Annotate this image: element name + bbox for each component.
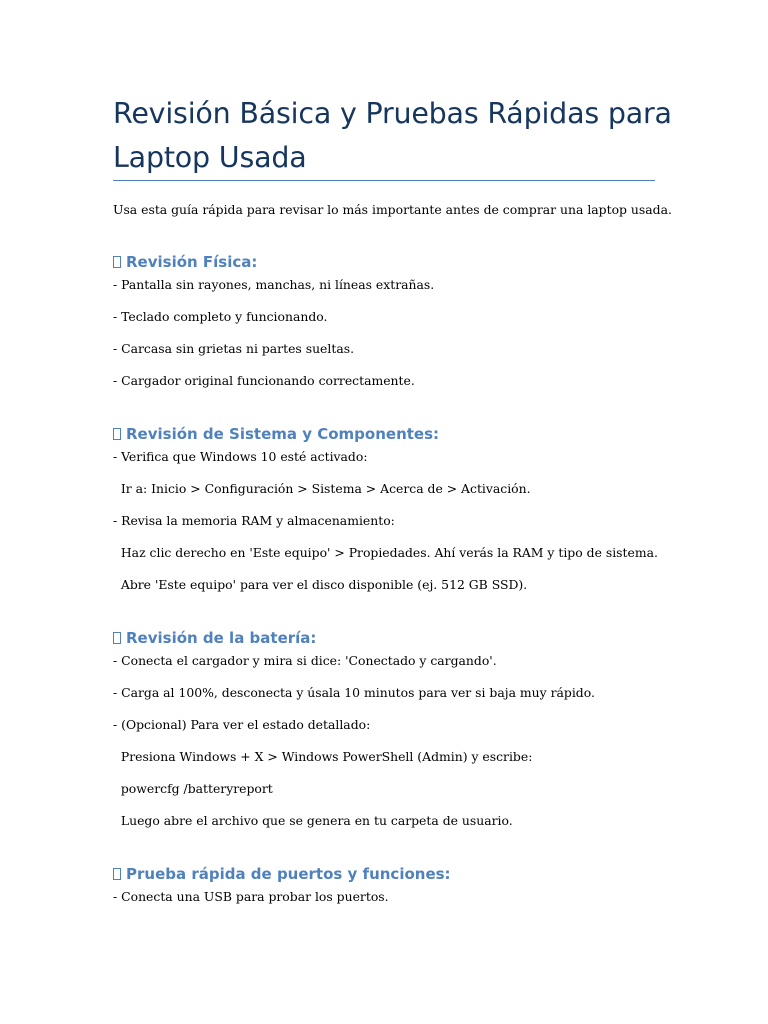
document-title: Revisión Básica y Pruebas Rápidas para Laptop Usada [113, 97, 672, 174]
section-heading-label: Prueba rápida de puertos y funciones: [126, 865, 451, 883]
section-heading-bateria [113, 628, 316, 648]
section-line: Abre 'Este equipo' para ver el disco disponible (ej. 512 GB SSD). [113, 577, 528, 592]
section-line: - Teclado completo y funcionando. [113, 309, 328, 324]
section-heading-label: Revisión Física: [126, 253, 258, 271]
section-heading-label: Revisión de la batería: [126, 629, 317, 647]
section-line: Ir a: Inicio > Configuración > Sistema > Acerca de > Activación. [113, 481, 531, 496]
section-line: - Carcasa sin grietas ni partes sueltas. [113, 341, 355, 356]
section-line: - Pantalla sin rayones, manchas, ni líneas extrañas. [113, 277, 435, 292]
section-line: Haz clic derecho en 'Este equipo' > Propiedades. Ahí verás la RAM y tipo de sistema. [113, 545, 658, 560]
missing-glyph-icon [113, 632, 121, 644]
section-line: - Verifica que Windows 10 esté activado: [113, 449, 368, 464]
command-line: powercfg /batteryreport [113, 781, 273, 796]
missing-glyph-icon [113, 256, 121, 268]
section-line: - Conecta una USB para probar los puertos. [113, 889, 389, 904]
section-line: - (Opcional) Para ver el estado detallado: [113, 717, 371, 732]
section-line: Presiona Windows + X > Windows PowerShell (Admin) y escribe: [113, 749, 533, 764]
intro-paragraph: Usa esta guía rápida para revisar lo más importante antes de comprar una laptop usada. [113, 202, 672, 217]
section-heading-revision-fisica [113, 252, 257, 272]
section-heading-puertos-funciones [113, 864, 451, 884]
section-line: - Revisa la memoria RAM y almacenamiento: [113, 513, 395, 528]
title-underline [113, 180, 655, 181]
section-heading-sistema-componentes [113, 424, 439, 444]
section-line: - Conecta el cargador y mira si dice: 'Conectado y cargando'. [113, 653, 497, 668]
section-heading-label: Revisión de Sistema y Componentes: [126, 425, 440, 443]
section-line: - Cargador original funcionando correctamente. [113, 373, 415, 388]
missing-glyph-icon [113, 428, 121, 440]
missing-glyph-icon [113, 868, 121, 880]
section-line: - Carga al 100%, desconecta y úsala 10 minutos para ver si baja muy rápido. [113, 685, 595, 700]
section-line: Luego abre el archivo que se genera en tu carpeta de usuario. [113, 813, 513, 828]
